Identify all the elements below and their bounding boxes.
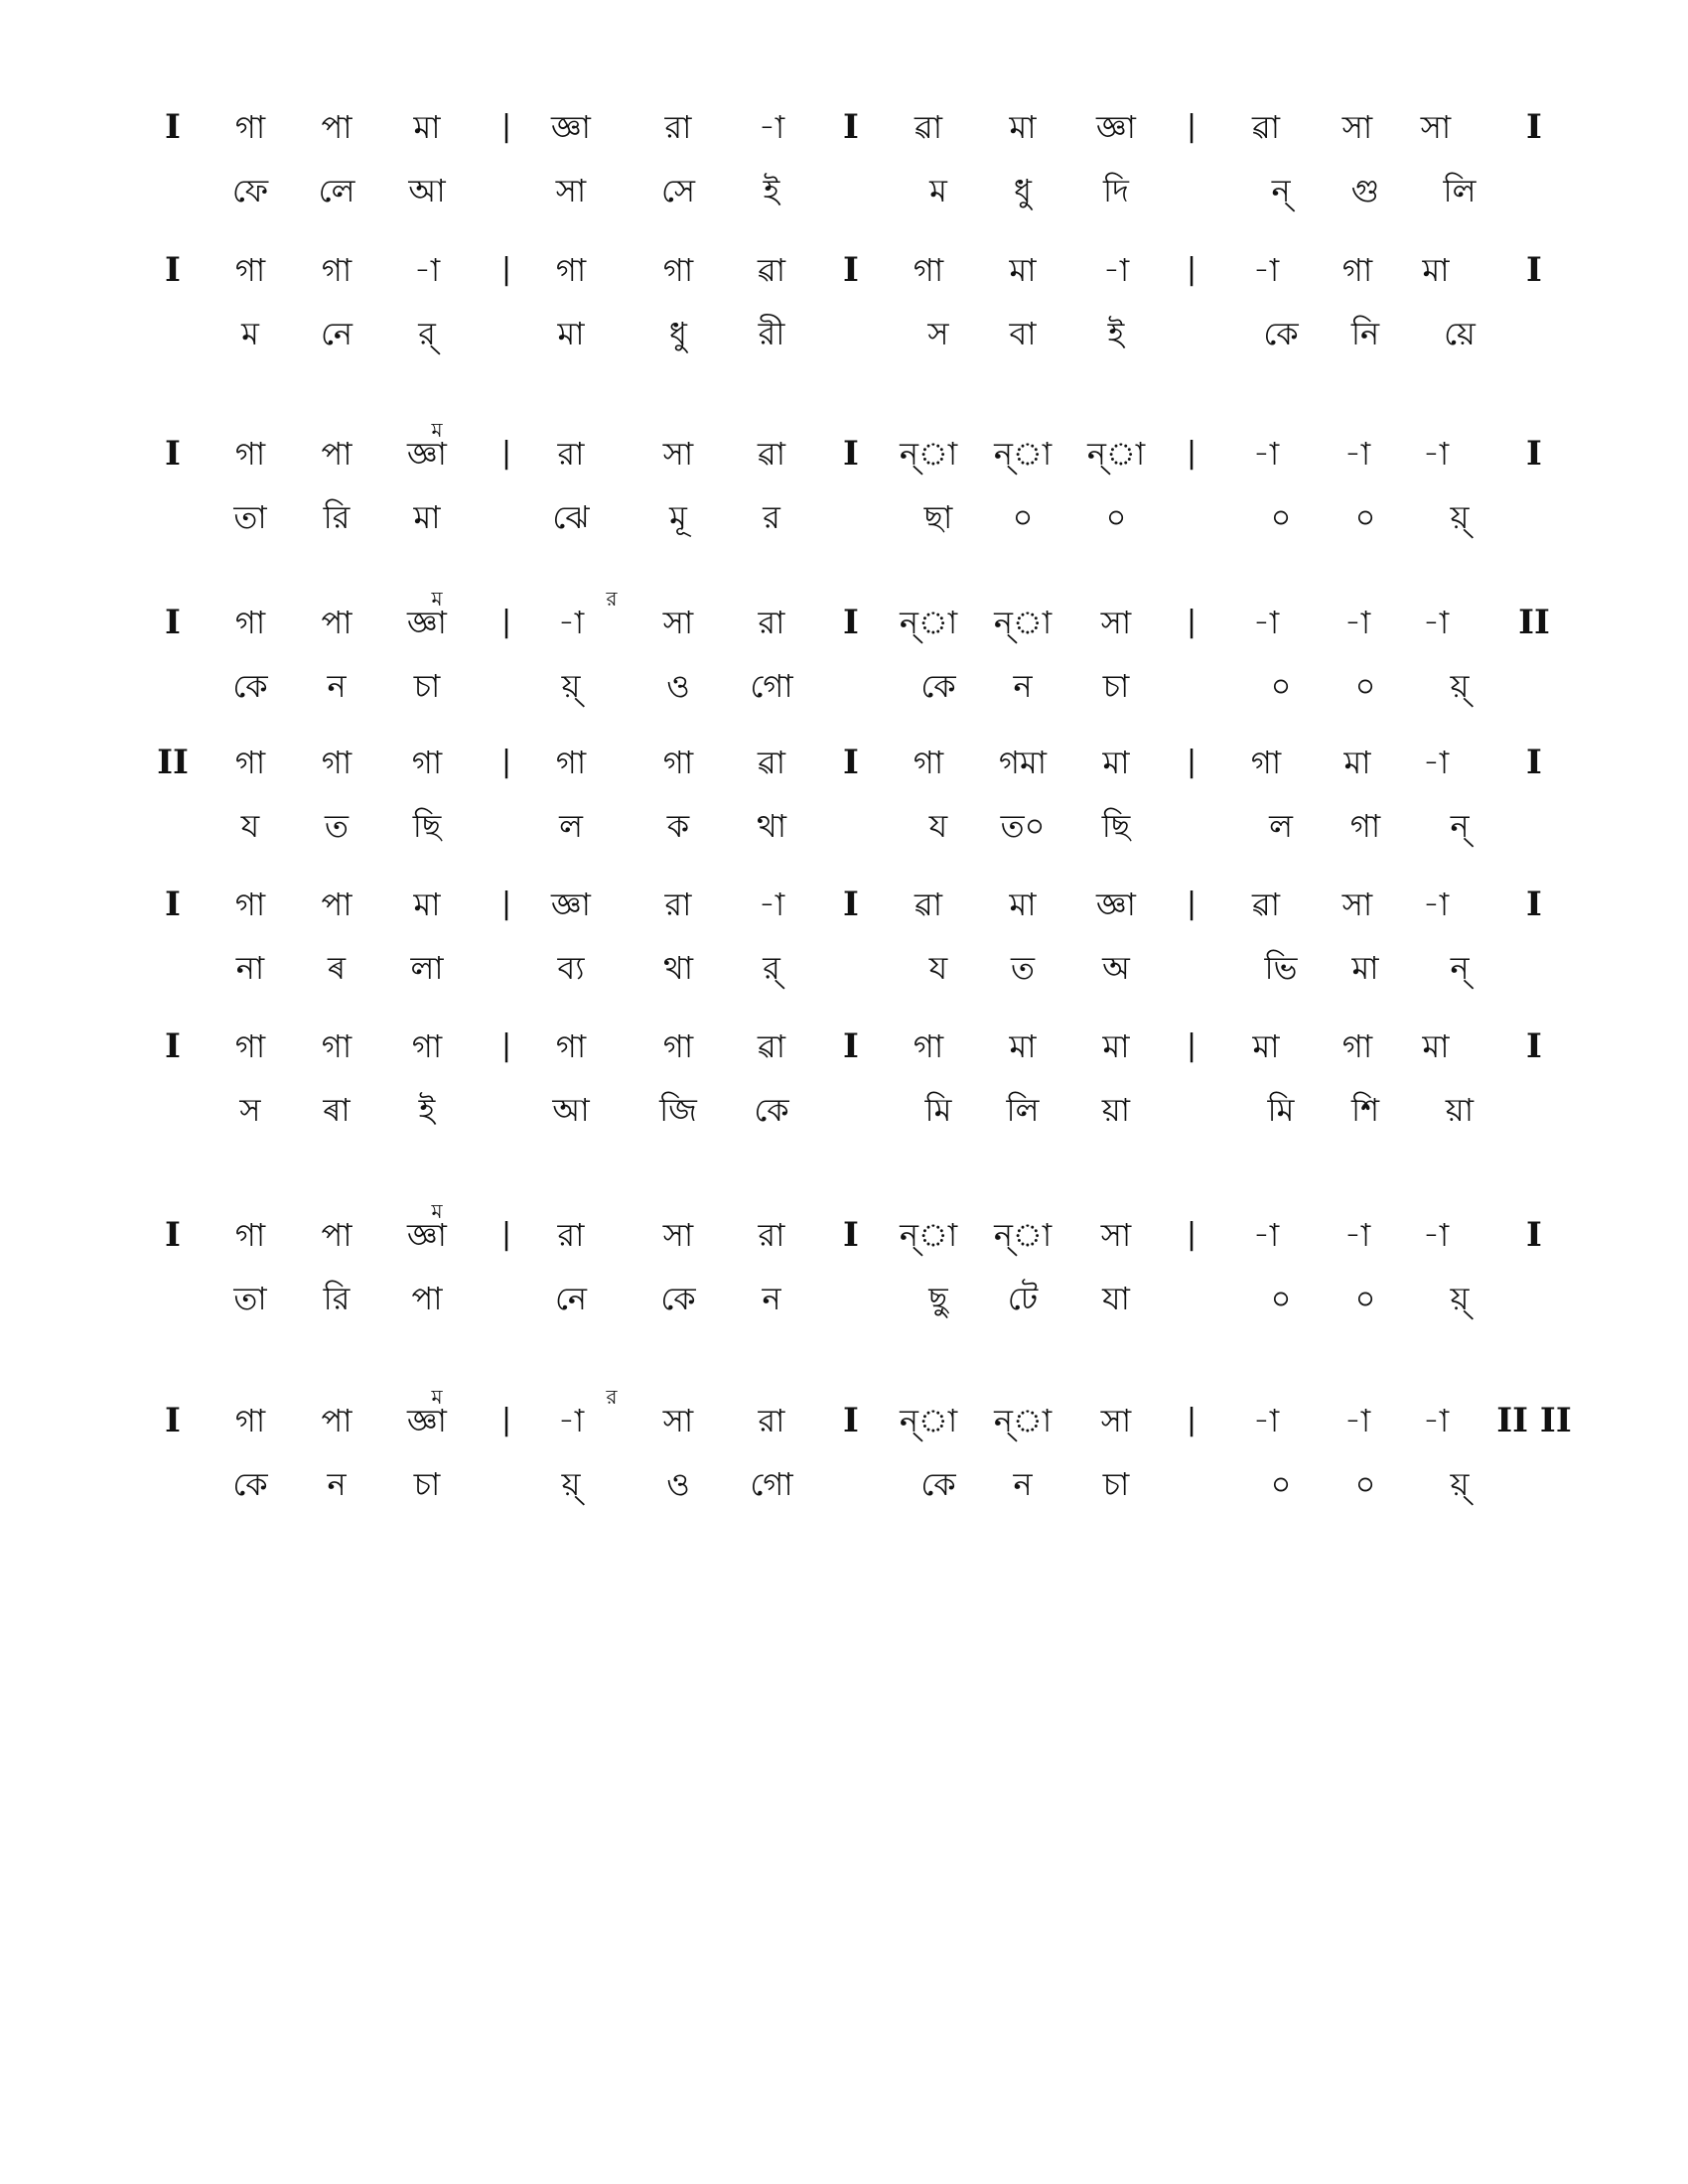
- lyric-syllable: ০: [1270, 498, 1292, 536]
- lyric-syllable: ০: [1105, 498, 1127, 536]
- swara-note: গা: [321, 744, 352, 781]
- swara-note: গা: [411, 744, 443, 781]
- swara-note: ন্‌া: [899, 435, 958, 473]
- swara-note: -া: [1343, 435, 1371, 473]
- swara-note: গা: [555, 251, 587, 289]
- bar-line: |: [1186, 1217, 1197, 1252]
- swara-note: সা: [1341, 886, 1373, 923]
- swara-note: মা: [1252, 1027, 1280, 1065]
- bar-line: II: [157, 743, 189, 782]
- swara-note: ৱা: [1251, 886, 1281, 923]
- swara-note: -া: [1422, 1402, 1450, 1439]
- bar-line: I: [165, 1215, 181, 1255]
- grace-note: র: [606, 587, 618, 611]
- swara-note: ন্‌া: [1086, 435, 1146, 473]
- lyric-syllable: য়া: [1101, 1091, 1131, 1129]
- lyric-syllable: রি: [323, 498, 351, 536]
- swara-note: পা: [321, 1402, 352, 1439]
- swara-note: -া: [1422, 1216, 1450, 1254]
- swara-note: পা: [321, 1216, 352, 1254]
- lyric-syllable: পা: [411, 1280, 443, 1317]
- lyric-syllable: ও: [666, 667, 690, 705]
- lyric-syllable: ন: [327, 667, 347, 705]
- swara-note: গা: [662, 1027, 694, 1065]
- lyric-syllable: য়্: [1450, 498, 1470, 536]
- lyric-syllable: কে: [232, 667, 268, 705]
- swara-note: ৱা: [914, 886, 943, 923]
- lyric-syllable: ন: [1013, 1465, 1033, 1503]
- lyric-syllable: গু: [1350, 172, 1380, 209]
- swara-note: গা: [234, 108, 266, 146]
- lyric-syllable: জি: [659, 1091, 697, 1129]
- swara-note: গা: [321, 1027, 352, 1065]
- bar-line: I: [843, 1026, 859, 1066]
- swara-note: গা: [1250, 744, 1282, 781]
- lyric-syllable: য়া: [1445, 1091, 1475, 1129]
- swara-note: ন্‌া: [899, 1402, 958, 1439]
- lyric-syllable: মূ: [669, 498, 687, 536]
- lyric-syllable: কে: [1263, 315, 1299, 352]
- lyric-syllable: য: [240, 807, 260, 845]
- lyric-syllable: ছু: [928, 1280, 948, 1317]
- swara-note: -া: [1252, 251, 1280, 289]
- swara-note: -া: [1252, 435, 1280, 473]
- bar-line: |: [500, 887, 512, 921]
- swara-note: রা: [758, 604, 785, 641]
- swara-note: সা: [662, 604, 694, 641]
- grace-note: র: [606, 1385, 618, 1409]
- lyric-syllable: ই: [418, 1091, 436, 1129]
- swara-note: -া: [1343, 1216, 1371, 1254]
- swara-note: জ্ঞা: [551, 108, 591, 146]
- lyric-syllable: য: [928, 807, 948, 845]
- lyric-syllable: ফে: [231, 172, 269, 209]
- swara-note: -া: [758, 886, 785, 923]
- lyric-syllable: ত০: [1000, 807, 1046, 845]
- lyric-syllable: ই: [1107, 315, 1125, 352]
- bar-line: I: [165, 250, 181, 290]
- bar-line: I: [843, 250, 859, 290]
- bar-line: I: [165, 1401, 181, 1440]
- lyric-syllable: যা: [1102, 1280, 1130, 1317]
- lyric-syllable: ৰ: [327, 949, 347, 987]
- swara-note: গা: [234, 435, 266, 473]
- bar-line: I: [1526, 743, 1542, 782]
- swara-note: জ্ঞা: [551, 886, 591, 923]
- swara-note: মা: [1102, 1027, 1130, 1065]
- bar-line: I: [1526, 1026, 1542, 1066]
- swara-note: -া: [1422, 435, 1450, 473]
- lyric-syllable: ন্: [1450, 949, 1470, 987]
- lyric-syllable: লি: [1443, 172, 1477, 209]
- swara-note: গা: [234, 604, 266, 641]
- lyric-syllable: নি: [1350, 315, 1380, 352]
- lyric-syllable: ন্: [1271, 172, 1291, 209]
- swara-note: গা: [234, 1216, 266, 1254]
- lyric-syllable: য়্: [1450, 1280, 1470, 1317]
- lyric-syllable: কে: [920, 667, 956, 705]
- bar-line: I: [1526, 1215, 1542, 1255]
- swara-note: মা: [1343, 744, 1371, 781]
- lyric-syllable: মা: [413, 498, 441, 536]
- lyric-syllable: ন: [762, 1280, 781, 1317]
- lyric-syllable: য়্: [561, 1465, 581, 1503]
- grace-note: ম: [431, 418, 443, 442]
- swara-note: রা: [758, 1402, 785, 1439]
- lyric-syllable: চা: [1102, 667, 1130, 705]
- lyric-syllable: ন: [1013, 667, 1033, 705]
- swara-note: ৱা: [1251, 108, 1281, 146]
- lyric-syllable: র্: [763, 949, 780, 987]
- swara-note: গা: [234, 886, 266, 923]
- bar-line: I: [165, 603, 181, 642]
- bar-line: II II: [1496, 1401, 1572, 1440]
- swara-note: জ্ঞা: [407, 1402, 447, 1439]
- swara-note: -া: [1252, 604, 1280, 641]
- swara-note: গা: [234, 251, 266, 289]
- bar-line: I: [165, 107, 181, 147]
- swara-note: সা: [662, 1402, 694, 1439]
- lyric-syllable: য়্: [1450, 667, 1470, 705]
- swara-note: জ্ঞা: [1096, 886, 1136, 923]
- swara-note: সা: [1100, 604, 1132, 641]
- lyric-syllable: ০: [1012, 498, 1034, 536]
- swara-note: গা: [1341, 251, 1373, 289]
- lyric-syllable: নে: [554, 1280, 588, 1317]
- swara-note: মা: [1009, 251, 1037, 289]
- swara-note: ৱা: [757, 251, 786, 289]
- lyric-syllable: ০: [1354, 667, 1376, 705]
- lyric-syllable: ০: [1354, 498, 1376, 536]
- lyric-syllable: ০: [1270, 1280, 1292, 1317]
- swara-note: গা: [913, 1027, 944, 1065]
- swara-note: ন্‌া: [993, 435, 1053, 473]
- swara-note: -া: [557, 604, 585, 641]
- lyric-syllable: কে: [660, 1280, 696, 1317]
- swara-note: সা: [1341, 108, 1373, 146]
- lyric-syllable: স: [927, 315, 949, 352]
- bar-line: I: [843, 1401, 859, 1440]
- lyric-syllable: স: [239, 1091, 261, 1129]
- lyric-syllable: ছি: [412, 807, 442, 845]
- swara-note: গা: [662, 744, 694, 781]
- bar-line: I: [1526, 250, 1542, 290]
- bar-line: |: [500, 1403, 512, 1437]
- lyric-syllable: ন: [327, 1465, 347, 1503]
- lyric-syllable: সে: [660, 172, 696, 209]
- bar-line: |: [500, 109, 512, 144]
- bar-line: |: [1186, 745, 1197, 779]
- swara-note: -া: [758, 108, 785, 146]
- bar-line: |: [500, 252, 512, 287]
- lyric-syllable: য়্: [561, 667, 581, 705]
- swara-note: জ্ঞা: [407, 604, 447, 641]
- lyric-syllable: দি: [1103, 172, 1129, 209]
- lyric-syllable: টে: [1007, 1280, 1039, 1317]
- swara-note: -া: [1102, 251, 1130, 289]
- lyric-syllable: চা: [413, 667, 441, 705]
- bar-line: |: [1186, 1028, 1197, 1063]
- swara-note: ন্‌া: [993, 1402, 1053, 1439]
- lyric-syllable: ব্য: [557, 949, 585, 987]
- swara-note: গা: [321, 251, 352, 289]
- lyric-syllable: সা: [555, 172, 587, 209]
- lyric-syllable: ০: [1354, 1465, 1376, 1503]
- grace-note: ম: [431, 587, 443, 611]
- lyric-syllable: ছা: [923, 498, 953, 536]
- lyric-syllable: ই: [763, 172, 780, 209]
- lyric-syllable: ধু: [1014, 172, 1032, 209]
- swara-note: -া: [413, 251, 441, 289]
- swara-note: গা: [234, 744, 266, 781]
- lyric-syllable: তা: [233, 498, 267, 536]
- bar-line: I: [843, 743, 859, 782]
- swara-note: ন্‌া: [993, 1216, 1053, 1254]
- lyric-syllable: ধু: [669, 315, 687, 352]
- lyric-syllable: গা: [1349, 807, 1381, 845]
- swara-note: পা: [321, 604, 352, 641]
- lyric-syllable: কে: [232, 1465, 268, 1503]
- lyric-syllable: অ: [1102, 949, 1130, 987]
- bar-line: I: [843, 885, 859, 924]
- lyric-syllable: লি: [1006, 1091, 1040, 1129]
- bar-line: I: [165, 885, 181, 924]
- lyric-syllable: লে: [318, 172, 355, 209]
- lyric-syllable: মি: [1267, 1091, 1295, 1129]
- bar-line: I: [843, 603, 859, 642]
- bar-line: I: [165, 1026, 181, 1066]
- bar-line: |: [1186, 605, 1197, 639]
- lyric-syllable: ০: [1354, 1280, 1376, 1317]
- swara-note: মা: [1009, 108, 1037, 146]
- lyric-syllable: ৰা: [323, 1091, 351, 1129]
- bar-line: I: [1526, 107, 1542, 147]
- lyric-syllable: শি: [1350, 1091, 1380, 1129]
- swara-note: গা: [662, 251, 694, 289]
- lyric-syllable: কে: [920, 1465, 956, 1503]
- lyric-syllable: থা: [756, 807, 787, 845]
- swara-note: -া: [1252, 1216, 1280, 1254]
- lyric-syllable: ঝে: [552, 498, 590, 536]
- lyric-syllable: রি: [323, 1280, 351, 1317]
- bar-line: |: [1186, 252, 1197, 287]
- swara-note: মা: [1422, 251, 1450, 289]
- swara-note: সা: [662, 1216, 694, 1254]
- lyric-syllable: য: [928, 949, 948, 987]
- swara-note: জ্ঞা: [407, 435, 447, 473]
- swara-note: গা: [913, 251, 944, 289]
- lyric-syllable: ল: [559, 807, 583, 845]
- lyric-syllable: চা: [1102, 1465, 1130, 1503]
- lyric-syllable: ছি: [1101, 807, 1131, 845]
- lyric-syllable: ত: [1010, 949, 1036, 987]
- lyric-syllable: তা: [233, 1280, 267, 1317]
- bar-line: |: [1186, 887, 1197, 921]
- swara-note: রা: [664, 886, 692, 923]
- swara-note: রা: [664, 108, 692, 146]
- swara-note: সা: [1100, 1216, 1132, 1254]
- lyric-syllable: ও: [666, 1465, 690, 1503]
- swara-note: -া: [1343, 604, 1371, 641]
- lyric-syllable: আ: [408, 172, 446, 209]
- swara-note: ন্‌া: [899, 604, 958, 641]
- swara-note: রা: [557, 1216, 585, 1254]
- swara-note: ৱা: [757, 435, 786, 473]
- lyric-syllable: বা: [1009, 315, 1037, 352]
- lyric-syllable: না: [235, 949, 265, 987]
- bar-line: |: [500, 605, 512, 639]
- swara-note: জ্ঞা: [1096, 108, 1136, 146]
- swara-note: পা: [321, 108, 352, 146]
- swara-note: গা: [1341, 1027, 1373, 1065]
- swara-note: মা: [1422, 1027, 1450, 1065]
- swara-note: পা: [321, 435, 352, 473]
- swara-note: মা: [413, 108, 441, 146]
- swara-note: মা: [1009, 1027, 1037, 1065]
- swara-note: গা: [234, 1402, 266, 1439]
- lyric-syllable: ন্: [1450, 807, 1470, 845]
- swara-note: সা: [1420, 108, 1452, 146]
- swara-note: -া: [1252, 1402, 1280, 1439]
- swara-note: -া: [557, 1402, 585, 1439]
- swara-note: সা: [662, 435, 694, 473]
- lyric-syllable: গো: [750, 667, 793, 705]
- swara-note: পা: [321, 886, 352, 923]
- lyric-syllable: থা: [662, 949, 694, 987]
- swara-note: -া: [1422, 604, 1450, 641]
- swara-note: মা: [413, 886, 441, 923]
- lyric-syllable: লা: [410, 949, 444, 987]
- bar-line: |: [1186, 1403, 1197, 1437]
- lyric-syllable: মা: [557, 315, 585, 352]
- bar-line: I: [843, 434, 859, 474]
- lyric-syllable: কে: [754, 1091, 789, 1129]
- bar-line: |: [500, 1217, 512, 1252]
- swara-note: রা: [557, 435, 585, 473]
- lyric-syllable: য়্: [1450, 1465, 1470, 1503]
- lyric-syllable: ০: [1270, 1465, 1292, 1503]
- bar-line: I: [1526, 885, 1542, 924]
- bar-line: I: [165, 434, 181, 474]
- swara-note: ৱা: [757, 1027, 786, 1065]
- swara-note: -া: [1422, 744, 1450, 781]
- swara-note: রা: [758, 1216, 785, 1254]
- lyric-syllable: আ: [552, 1091, 590, 1129]
- lyric-syllable: ম: [241, 315, 259, 352]
- swara-note: সা: [1100, 1402, 1132, 1439]
- lyric-syllable: মা: [1351, 949, 1379, 987]
- bar-line: |: [500, 745, 512, 779]
- lyric-syllable: রী: [758, 315, 785, 352]
- lyric-syllable: ভি: [1264, 949, 1298, 987]
- lyric-syllable: র্: [418, 315, 436, 352]
- swara-note: গমা: [998, 744, 1048, 781]
- bar-line: I: [1526, 434, 1542, 474]
- swara-note: গা: [234, 1027, 266, 1065]
- swara-note: গা: [411, 1027, 443, 1065]
- swara-note: -া: [1343, 1402, 1371, 1439]
- swara-note: জ্ঞা: [407, 1216, 447, 1254]
- grace-note: ম: [431, 1199, 443, 1223]
- lyric-syllable: গো: [750, 1465, 793, 1503]
- lyric-syllable: ম: [929, 172, 947, 209]
- swara-note: গা: [555, 1027, 587, 1065]
- bar-line: |: [500, 1028, 512, 1063]
- swara-note: গা: [555, 744, 587, 781]
- lyric-syllable: ত: [324, 807, 350, 845]
- bar-line: |: [1186, 436, 1197, 471]
- lyric-syllable: মি: [924, 1091, 952, 1129]
- grace-note: ম: [431, 1385, 443, 1409]
- swara-note: মা: [1102, 744, 1130, 781]
- swara-note: মা: [1009, 886, 1037, 923]
- bar-line: II: [1518, 603, 1550, 642]
- swara-note: ৱা: [914, 108, 943, 146]
- swara-note: ন্‌া: [899, 1216, 958, 1254]
- bar-line: I: [843, 1215, 859, 1255]
- swara-note: ন্‌া: [993, 604, 1053, 641]
- swara-note: গা: [913, 744, 944, 781]
- lyric-syllable: য়ে: [1444, 315, 1476, 352]
- lyric-syllable: নে: [320, 315, 353, 352]
- swara-note: -া: [1422, 886, 1450, 923]
- lyric-syllable: ক: [666, 807, 690, 845]
- bar-line: |: [1186, 109, 1197, 144]
- swara-note: ৱা: [757, 744, 786, 781]
- lyric-syllable: ০: [1270, 667, 1292, 705]
- bar-line: I: [843, 107, 859, 147]
- bar-line: |: [500, 436, 512, 471]
- lyric-syllable: চা: [413, 1465, 441, 1503]
- lyric-syllable: র: [763, 498, 780, 536]
- lyric-syllable: ল: [1269, 807, 1293, 845]
